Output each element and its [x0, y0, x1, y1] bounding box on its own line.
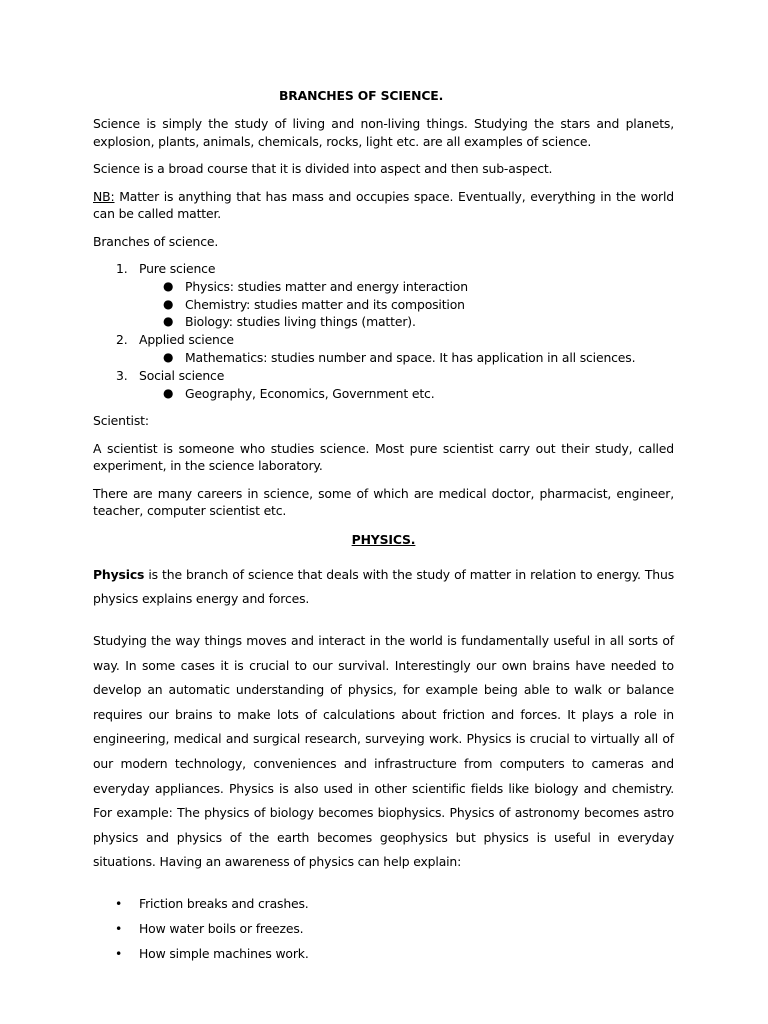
branch-item: [93, 331, 674, 367]
branch-sublist: [139, 278, 674, 331]
intro-paragraph-1: Science is simply the study of living and non-living things. Studying the stars and planets, explosion, plants, animals, chemicals, rocks, light etc. are all examples of science.: [93, 116, 674, 149]
sub-item: [139, 313, 674, 331]
sub-item: [139, 385, 674, 403]
scientist-paragraph-1: A scientist is someone who studies science. Most pure scientist carry out their study, called experiment, in the science laboratory.: [93, 440, 674, 474]
physics-uses-list: [93, 892, 674, 966]
sub-item-text: Mathematics: studies number and space. It has application in all sciences.: [185, 349, 636, 365]
document-title: BRANCHES OF SCIENCE.: [279, 88, 444, 103]
branch-label: Social science: [139, 367, 225, 383]
sub-item-text: Biology: studies living things (matter).: [185, 314, 416, 330]
sub-item-text: Chemistry: studies matter and its composition: [185, 296, 465, 312]
branch-item: [93, 367, 674, 403]
nb-text: Matter is anything that has mass and occupies space. Eventually, everything in the world can be called matter.: [93, 188, 674, 221]
list-item-text: How water boils or freezes.: [139, 920, 304, 936]
physics-definition: [93, 563, 674, 612]
physics-term: Physics: [93, 566, 145, 582]
list-item: [93, 917, 674, 942]
intro-paragraph-2: Science is a broad course that it is divided into aspect and then sub-aspect.: [93, 161, 553, 176]
branch-number: 3.: [116, 367, 128, 383]
bullet-icon: ●: [163, 349, 174, 364]
bullet-icon: ●: [163, 314, 174, 329]
sub-item-text: Geography, Economics, Government etc.: [185, 385, 435, 401]
nb-paragraph: [93, 188, 674, 223]
branch-label: Pure science: [139, 261, 216, 276]
document-body: [93, 87, 674, 966]
bullet-icon: ●: [163, 278, 174, 293]
sub-item: [139, 296, 674, 314]
physics-title: PHYSICS.: [351, 531, 416, 547]
bullet-icon: ●: [163, 385, 174, 400]
list-item: [93, 892, 674, 917]
physics-paragraph: Studying the way things moves and interact in the world is fundamentally useful in all sorts of way. In some cases it is crucial to our survival. Interestingly our own brains have needed to develop an automatic understanding of physics, for example being able to walk or balance requires our brains to make lots of calculations about friction and forces. It plays a role in engineering, medical and surgical research, surveying work. Physics is crucial to virtually all of our modern technology, conveniences and infrastructure from computers to cameras and everyday appliances. Physics is also used in other scientific fields like biology and chemistry. For example: The physics of biology becomes biophysics. Physics of astronomy becomes astro physics and physics of the earth becomes geophysics but physics is useful in everyday situations. Having an awareness of physics can help explain:: [93, 633, 674, 870]
physics-definition-text: is the branch of science that deals with the study of matter in relation to energy. Thus physics explains energy and forces.: [93, 566, 674, 607]
branch-sublist: [139, 385, 674, 403]
scientist-paragraph-2: There are many careers in science, some of which are medical doctor, pharmacist, engineer, teacher, computer scientist etc.: [93, 485, 674, 519]
list-item: [93, 942, 674, 967]
scientist-heading: Scientist:: [93, 413, 149, 429]
list-item-text: How simple machines work.: [139, 945, 309, 961]
sub-item-text: Physics: studies matter and energy interaction: [185, 278, 468, 294]
nb-label: NB:: [93, 188, 115, 204]
branch-sublist: [139, 349, 674, 367]
bullet-icon: ●: [163, 296, 174, 311]
list-item-text: Friction breaks and crashes.: [139, 896, 309, 911]
branch-label: Applied science: [139, 332, 234, 348]
branch-number: 1.: [116, 261, 128, 276]
bullet-icon: •: [115, 896, 123, 911]
bullet-icon: •: [115, 920, 123, 936]
sub-item: [139, 278, 674, 296]
branch-number: 2.: [116, 332, 128, 348]
branches-heading: Branches of science.: [93, 233, 219, 249]
sub-item: [139, 349, 674, 367]
branch-item: [93, 260, 674, 331]
bullet-icon: •: [115, 945, 123, 961]
branches-list: [93, 260, 674, 402]
